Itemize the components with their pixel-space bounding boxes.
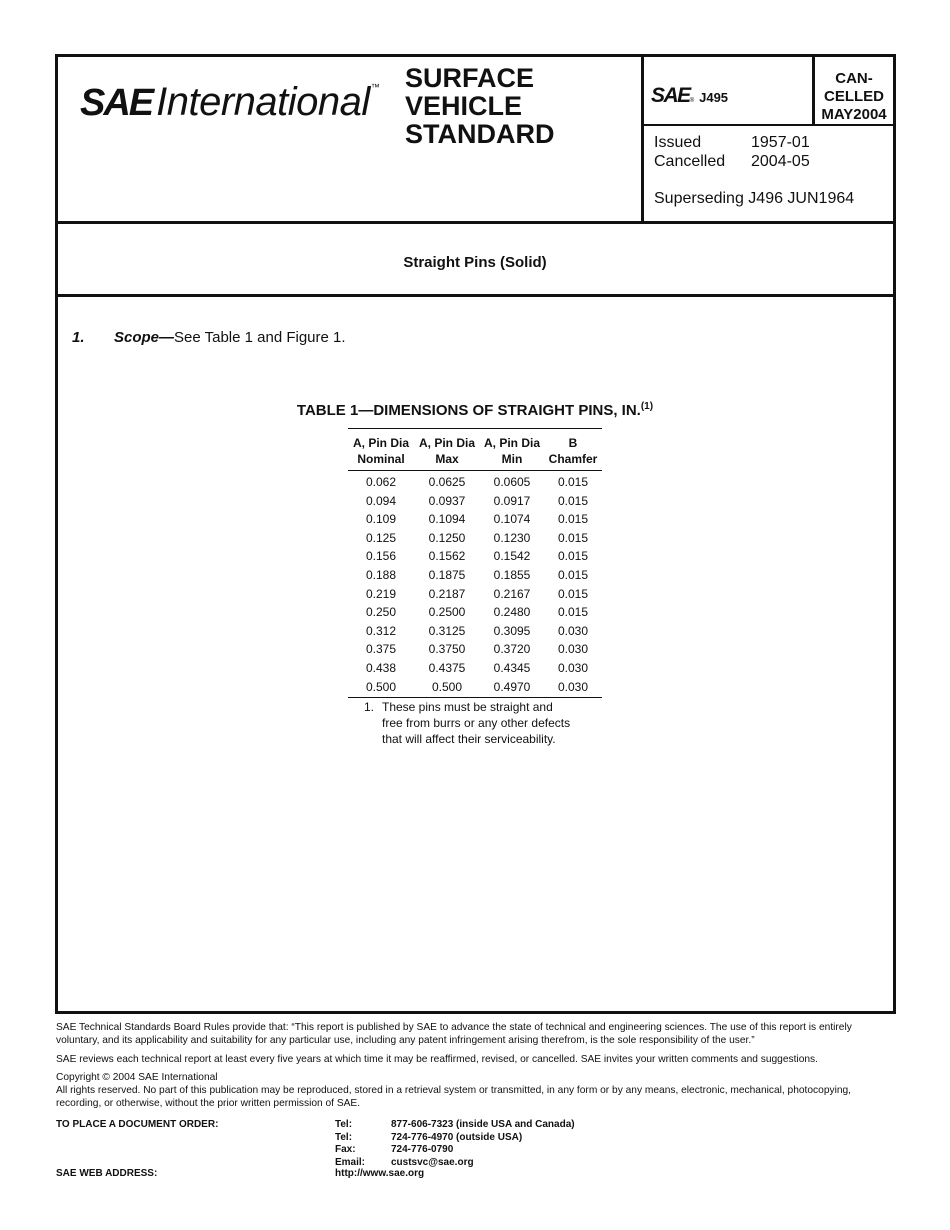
table-cell: 0.3125 — [428, 623, 466, 638]
table-cell: 0.015 — [557, 605, 589, 620]
contact-phone[interactable]: 877-606-7323 (inside USA and Canada) — [391, 1119, 575, 1130]
registered-mark: ® — [689, 98, 695, 104]
table-cell: 0.1230 — [493, 530, 531, 545]
doc-id — [651, 84, 728, 108]
issued-value: 1957-01 — [751, 134, 810, 151]
table-cell: 0.375 — [365, 642, 397, 657]
table-title-text: TABLE 1—DIMENSIONS OF STRAIGHT PINS, IN. — [296, 402, 641, 419]
table-cell: 0.219 — [365, 586, 397, 601]
header-divider — [55, 221, 896, 224]
table-cell: 0.2187 — [428, 586, 466, 601]
table-cell: 0.3095 — [493, 623, 531, 638]
cancelled-label: Cancelled — [654, 153, 726, 170]
logo-trademark: ™ — [370, 82, 380, 92]
issued-label: Issued — [654, 134, 702, 151]
table-row — [348, 473, 602, 492]
table-cell: 0.2167 — [493, 586, 531, 601]
table-row — [348, 492, 602, 511]
contact-email[interactable]: custsvc@sae.org — [391, 1156, 474, 1168]
table-row — [348, 622, 602, 641]
rights-line: All rights reserved. No part of this publication may be reproduced, stored in a retrieval system or transmitted, in any form or by any means, electronic, mechanical, photocopying, — [56, 1085, 851, 1096]
status-line: CELLED — [824, 88, 884, 105]
contact-label: Tel: — [335, 1119, 353, 1130]
board-rules — [56, 1022, 896, 1047]
contact-fax: 724-776-0790 — [391, 1144, 454, 1155]
contact-phone[interactable]: 724-776-4970 (outside USA) — [391, 1131, 523, 1143]
table-cell: 0.500 — [431, 679, 463, 694]
table-cell: 0.1855 — [493, 567, 531, 582]
table-cell: 0.015 — [557, 567, 589, 582]
header-cell: B Chamfer — [548, 436, 598, 466]
table-cell: 0.156 — [365, 549, 397, 564]
table-cell: 0.2500 — [428, 605, 466, 620]
issued-row — [654, 134, 810, 152]
table-cell: 0.015 — [557, 475, 589, 489]
table-header — [348, 429, 602, 470]
table-cell: 0.312 — [365, 623, 397, 638]
frame-right — [893, 54, 896, 1014]
web-label: SAE WEB ADDRESS: — [56, 1168, 158, 1179]
status-badge — [815, 70, 893, 124]
table-cell: 0.015 — [557, 549, 589, 564]
status-row-divider — [641, 124, 896, 126]
document-title: Straight Pins (Solid) — [403, 254, 547, 271]
title-divider — [55, 294, 896, 297]
section-term: Scope— — [114, 329, 175, 346]
table-title — [0, 402, 950, 419]
table-cell: 0.015 — [557, 530, 589, 545]
table-cell: 0.1250 — [428, 530, 466, 545]
table-row — [348, 678, 602, 697]
frame-bottom — [55, 1011, 896, 1014]
table-cell: 0.109 — [365, 512, 397, 527]
table-body — [348, 471, 602, 697]
header-cell: A, Pin Dia Min — [483, 436, 540, 466]
table-cell: 0.030 — [557, 660, 589, 675]
contact-values — [391, 1119, 575, 1169]
table-cell: 0.015 — [557, 512, 589, 527]
rights-line: recording, or otherwise, without the prior written permission of SAE. — [56, 1097, 361, 1109]
contact-labels — [335, 1119, 395, 1169]
scope-section — [72, 329, 346, 346]
contact-label: Tel: — [335, 1131, 353, 1143]
section-text: See Table 1 and Figure 1. — [174, 329, 346, 346]
frame-top — [55, 54, 896, 57]
status-line: CAN- — [835, 70, 873, 87]
table-cell: 0.0625 — [428, 475, 466, 489]
review-statement: SAE reviews each technical report at least every five years at which time it may be reaffirmed, revised, or cancelled. SAE invites your written comments and suggestions. — [56, 1054, 818, 1065]
table-cell: 0.3720 — [493, 642, 531, 657]
table-row — [348, 510, 602, 529]
footnote-line: These pins must be straight and — [382, 700, 553, 714]
standard-type — [405, 64, 555, 148]
table-row — [348, 603, 602, 622]
contact-label: Email: — [335, 1156, 366, 1168]
table-cell: 0.1875 — [428, 567, 466, 582]
table-cell: 0.015 — [557, 493, 589, 508]
board-rules-line: SAE Technical Standards Board Rules provide that: “This report is published by SAE to advance the state of technical and engineering sciences. The use of this report is entirely — [56, 1022, 852, 1033]
table-cell: 0.1074 — [493, 512, 531, 527]
table-cell: 0.500 — [365, 679, 397, 694]
cancelled-row — [654, 153, 810, 171]
table-cell: 0.0605 — [493, 475, 531, 489]
table-row — [348, 659, 602, 678]
standard-type-line: SURFACE — [405, 63, 535, 93]
table-cell: 0.438 — [365, 660, 397, 675]
table-cell: 0.062 — [365, 475, 397, 489]
logo-word: International — [156, 80, 370, 124]
table-cell: 0.188 — [365, 567, 397, 582]
table-row — [348, 585, 602, 604]
header-cell: A, Pin Dia Max — [418, 436, 475, 466]
table-row — [348, 640, 602, 659]
table-cell: 0.1542 — [493, 549, 531, 564]
footnote-number: 1. — [364, 700, 375, 714]
table-cell: 0.030 — [557, 679, 589, 694]
small-sae-logo: SAE — [651, 84, 690, 107]
web-address-link[interactable]: http://www.sae.org — [335, 1168, 425, 1179]
header-cell: A, Pin Dia Nominal — [352, 436, 409, 466]
order-label: TO PLACE A DOCUMENT ORDER: — [56, 1119, 219, 1130]
table-cell: 0.2480 — [493, 605, 531, 620]
logo-brand: SAE — [80, 82, 153, 124]
table-title-ref: (1) — [640, 401, 654, 412]
table-cell: 0.030 — [557, 642, 589, 657]
table-cell: 0.3750 — [428, 642, 466, 657]
copyright: Copyright © 2004 SAE International — [56, 1072, 218, 1083]
footnote-line: free from burrs or any other defects — [382, 716, 571, 730]
table-cell: 0.4345 — [493, 660, 531, 675]
table-cell: 0.0937 — [428, 493, 466, 508]
sae-international-logo — [80, 80, 380, 125]
table-row — [348, 547, 602, 566]
standard-type-line: VEHICLE — [405, 91, 523, 121]
footnote-text — [382, 699, 596, 747]
table-bottom-rule — [348, 697, 602, 698]
doc-number: J495 — [699, 90, 729, 105]
table-cell: 0.030 — [557, 623, 589, 638]
table-cell: 0.015 — [557, 586, 589, 601]
table-cell: 0.4375 — [428, 660, 466, 675]
section-number: 1. — [72, 329, 85, 346]
cancelled-value: 2004-05 — [751, 153, 810, 170]
frame-left — [55, 54, 58, 1014]
dimensions-table — [348, 428, 602, 698]
table-cell: 0.0917 — [493, 493, 531, 508]
table-cell: 0.1562 — [428, 549, 466, 564]
table-cell: 0.4970 — [493, 679, 531, 694]
table-cell: 0.1094 — [428, 512, 466, 527]
header-col-divider — [641, 54, 644, 224]
table-footnote — [366, 699, 596, 747]
contact-label: Fax: — [335, 1144, 356, 1155]
table-cell: 0.125 — [365, 530, 397, 545]
board-rules-line: voluntary, and its applicability and suitability for any particular use, including any patent infringement arising therefrom, is the sole responsibility of the user.” — [56, 1034, 755, 1046]
footnote-line: that will affect their serviceability. — [382, 732, 556, 746]
rights-statement — [56, 1085, 896, 1110]
table-row — [348, 529, 602, 548]
table-row — [348, 566, 602, 585]
table-cell: 0.094 — [365, 493, 397, 508]
superseding: Superseding J496 JUN1964 — [654, 190, 855, 207]
standard-type-line: STANDARD — [405, 119, 555, 149]
table-cell: 0.250 — [365, 605, 397, 620]
status-line: MAY2004 — [821, 106, 887, 123]
